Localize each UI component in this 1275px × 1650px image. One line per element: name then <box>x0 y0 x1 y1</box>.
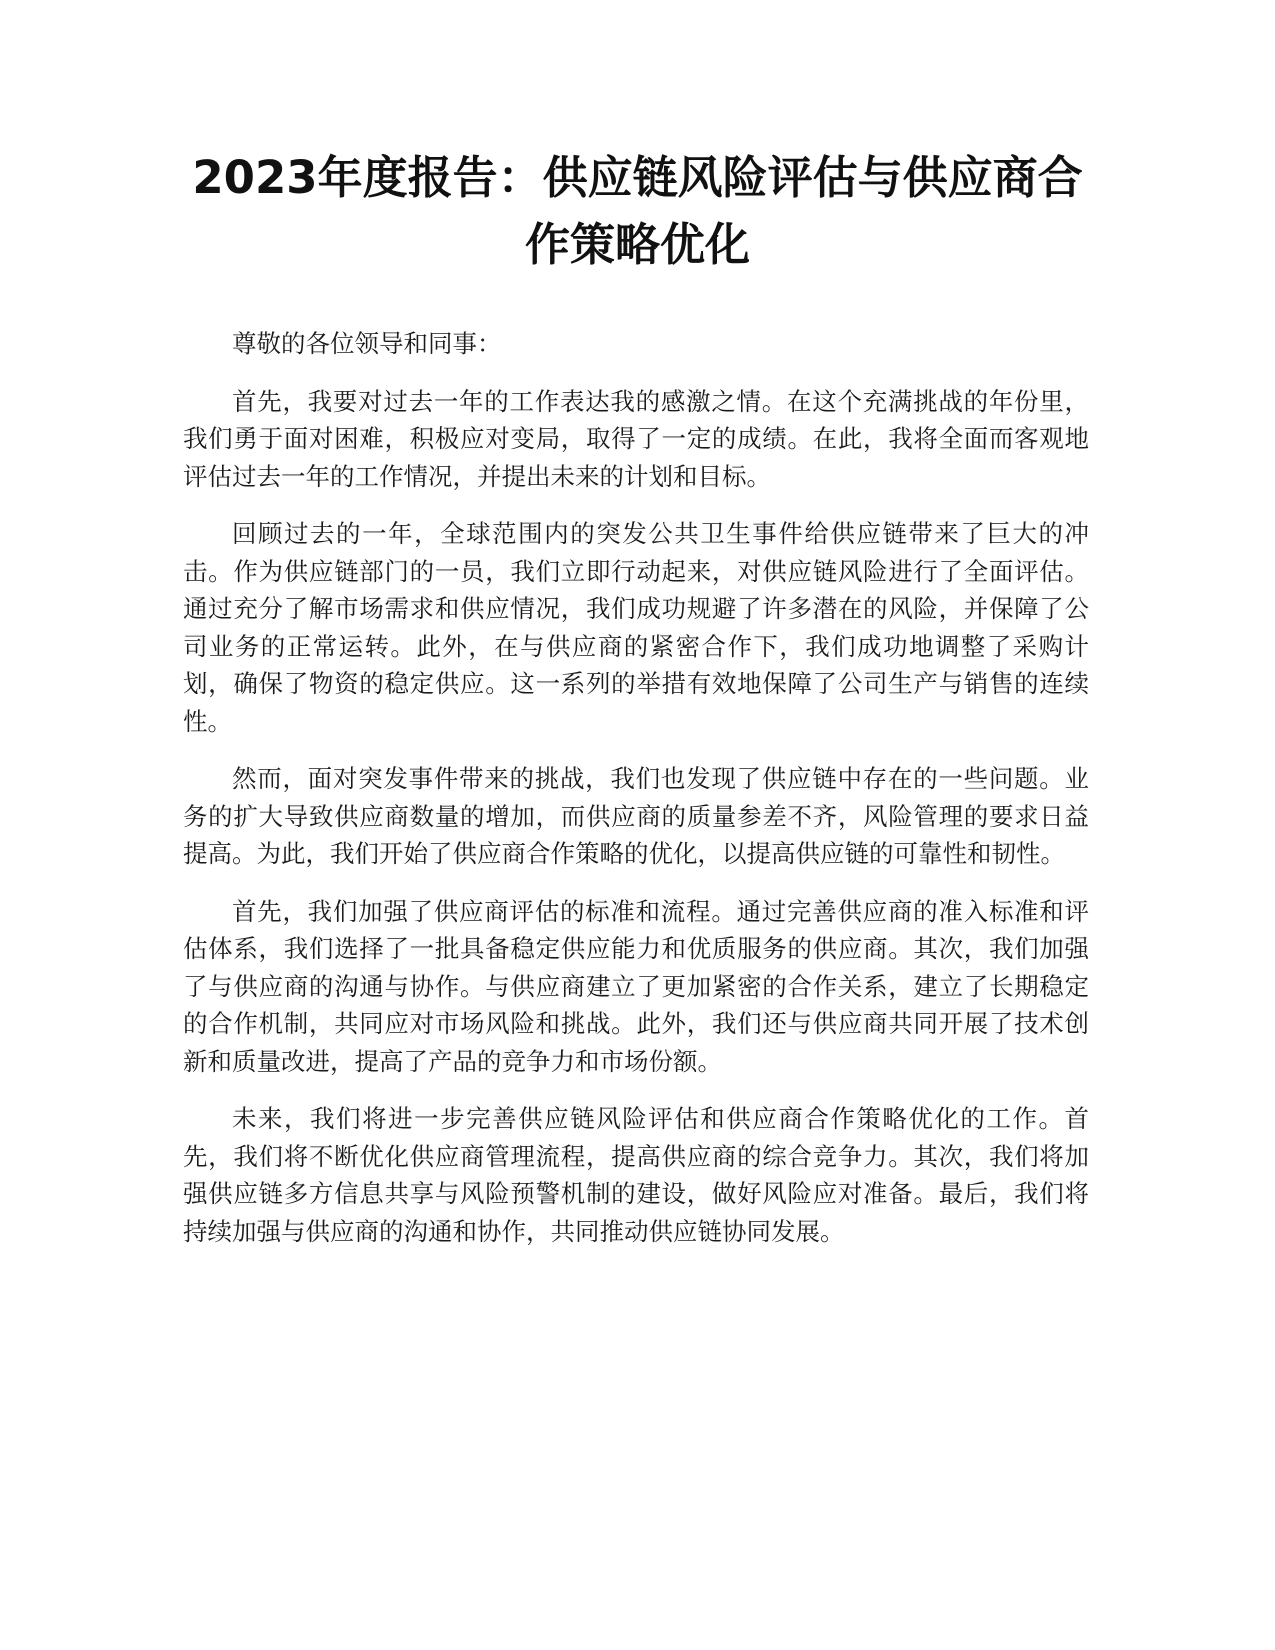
body-paragraph: 回顾过去的一年，全球范围内的突发公共卫生事件给供应链带来了巨大的冲击。作为供应链部门的一员，我们立即行动起来，对供应链风险进行了全面评估。通过充分了解市场需求和供应情况，我们成功规避了许多潜在的风险，并保障了公司业务的正常运转。此外，在与供应商的紧密合作下，我们成功地调整了采购计划，确保了物资的稳定供应。这一系列的举措有效地保障了公司生产与销售的连续性。 <box>183 519 1089 736</box>
body-paragraph: 未来，我们将进一步完善供应链风险评估和供应商合作策略优化的工作。首先，我们将不断优化供应商管理流程，提高供应商的综合竞争力。其次，我们将加强供应链多方信息共享与风险预警机制的建设，做好风险应对准备。最后，我们将持续加强与供应商的沟通和协作，共同推动供应链协同发展。 <box>183 1104 1089 1246</box>
greeting-paragraph: 尊敬的各位领导和同事： <box>232 329 502 358</box>
body-paragraph: 首先，我要对过去一年的工作表达我的感激之情。在这个充满挑战的年份里，我们勇于面对困难，积极应对变局，取得了一定的成绩。在此，我将全面而客观地评估过去一年的工作情况，并提出未来的计划和目标。 <box>183 386 1089 491</box>
body-paragraph: 然而，面对突发事件带来的挑战，我们也发现了供应链中存在的一些问题。业务的扩大导致供应商数量的增加，而供应商的质量参差不齐，风险管理的要求日益提高。为此，我们开始了供应商合作策略的优化，以提高供应链的可靠性和韧性。 <box>183 764 1089 868</box>
body-paragraph: 首先，我们加强了供应商评估的标准和流程。通过完善供应商的准入标准和评估体系，我们选择了一批具备稳定供应能力和优质服务的供应商。其次，我们加强了与供应商的沟通与协作。与供应商建立了更加紧密的合作关系，建立了长期稳定的合作机制，共同应对市场风险和挑战。此外，我们还与供应商共同开展了技术创新和质量改进，提高了产品的竞争力和市场份额。 <box>183 896 1089 1076</box>
document-body <box>183 325 1089 1270</box>
document-title: 2023年度报告：供应链风险评估与供应商合作策略优化 <box>192 151 1083 271</box>
